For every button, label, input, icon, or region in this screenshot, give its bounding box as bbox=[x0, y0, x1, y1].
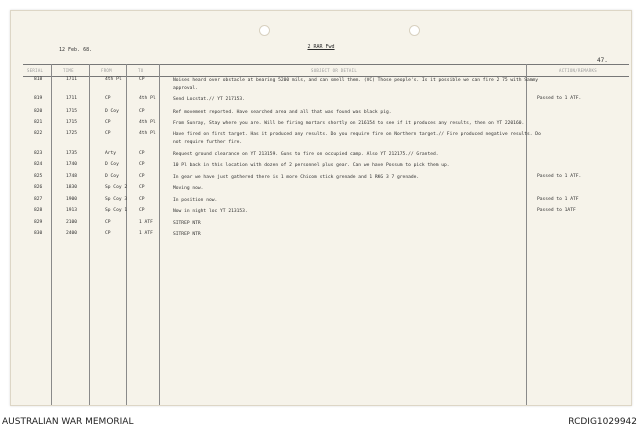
entry-to: CP bbox=[139, 174, 145, 179]
entry-to: CP bbox=[139, 151, 145, 156]
entry-time: 1748 bbox=[66, 174, 78, 179]
entry-detail: Request ground clearance on YT 213159. Guns to fire on occupied camp. Also YT 212175.// Granted. bbox=[173, 152, 439, 157]
entry-time: 1711 bbox=[66, 96, 78, 101]
entry-time: 2400 bbox=[66, 231, 78, 236]
entry-from: Arty bbox=[105, 151, 117, 156]
entry-detail: SITREP NTR bbox=[173, 221, 201, 226]
footer bbox=[0, 414, 640, 432]
column-divider bbox=[51, 64, 52, 405]
column-divider bbox=[89, 64, 90, 405]
punch-hole bbox=[409, 25, 420, 36]
entry-from: 4th Pl bbox=[105, 77, 122, 82]
entry-serial: 819 bbox=[34, 96, 43, 101]
header-top-rule bbox=[23, 64, 629, 65]
entry-time: 1735 bbox=[66, 151, 78, 156]
entry-detail: In position now. bbox=[173, 198, 218, 203]
entry-time: 1725 bbox=[66, 131, 78, 136]
entry-time: 1900 bbox=[66, 197, 78, 202]
document-date: 12 Feb. 68. bbox=[59, 47, 93, 53]
entry-to: CP bbox=[139, 162, 145, 167]
entry-from: CP bbox=[105, 131, 111, 136]
entry-serial: 825 bbox=[34, 174, 43, 179]
entry-detail: From Sunray, Stay where you are. Will be firing mortars shortly on 216154 to see if it produces any results, then on YT 220160. bbox=[173, 121, 525, 126]
entry-detail: Ref movement reported. Have searched area and all that was found was black pig. bbox=[173, 110, 392, 115]
document-page bbox=[10, 10, 632, 406]
entry-detail: Moving now. bbox=[173, 186, 204, 191]
entry-remarks: Passed to 1 ATF. bbox=[537, 174, 582, 179]
entry-to: 4th Pl bbox=[139, 120, 156, 125]
column-divider bbox=[126, 64, 127, 405]
entry-serial: 820 bbox=[34, 109, 43, 114]
entry-remarks: Passed to 1ATF bbox=[537, 208, 576, 213]
entry-time: 1740 bbox=[66, 162, 78, 167]
entry-serial: 830 bbox=[34, 231, 43, 236]
entry-detail: 10 Pl back in this location with dozen of 2 personnel plus gear. Can we have Possum to pick them up. bbox=[173, 163, 450, 168]
entry-detail: SITREP NTR bbox=[173, 232, 201, 237]
entry-to: 4th Pl bbox=[139, 96, 156, 101]
header-action: ACTION/REMARKS bbox=[559, 68, 597, 73]
entry-from: D Coy bbox=[105, 174, 119, 179]
header-subject: SUBJECT OR DETAIL bbox=[311, 68, 358, 73]
entry-serial: 828 bbox=[34, 208, 43, 213]
entry-remarks: Passed to 1 ATF bbox=[537, 197, 579, 202]
entry-serial: 822 bbox=[34, 131, 43, 136]
header-from: FROM bbox=[101, 68, 112, 73]
entry-from: D Coy bbox=[105, 162, 119, 167]
entry-detail: Have fired on first target. Has it produced any results. Do you require fire on Northern target.// Fire produced negative results. Do not require further fire. bbox=[173, 132, 541, 145]
column-divider bbox=[159, 64, 160, 405]
header-serial: SERIAL bbox=[27, 68, 44, 73]
footer-left-text: AUSTRALIAN WAR MEMORIAL bbox=[2, 417, 134, 427]
entry-to: CP bbox=[139, 208, 145, 213]
entry-from: CP bbox=[105, 231, 111, 236]
entry-from: Sp Coy 2 bbox=[105, 185, 128, 190]
entry-to: 1 ATF bbox=[139, 220, 153, 225]
entry-detail: Send Locstat.// YT 217153. bbox=[173, 97, 245, 102]
entry-to: CP bbox=[139, 109, 145, 114]
document-title: 2 RAR Fwd bbox=[307, 44, 335, 50]
entry-time: 1913 bbox=[66, 208, 78, 213]
entry-time: 1711 bbox=[66, 77, 78, 82]
entry-to: CP bbox=[139, 77, 145, 82]
entry-detail: Now in night loc YT 213153. bbox=[173, 209, 248, 214]
entry-to: CP bbox=[139, 197, 145, 202]
entry-from: Sp Coy 1 bbox=[105, 208, 128, 213]
entry-serial: 818 bbox=[34, 77, 43, 82]
punch-hole bbox=[259, 25, 270, 36]
entry-from: CP bbox=[105, 96, 111, 101]
entry-time: 2100 bbox=[66, 220, 78, 225]
entry-detail: Noises heard over obstacle at bearing 5200 mils, and can smell them. (VC) Those people's. Is it possible we can fire 2 75 with Sammy approval. bbox=[173, 78, 539, 91]
entry-time: 1715 bbox=[66, 109, 78, 114]
entry-time: 1715 bbox=[66, 120, 78, 125]
entry-serial: 827 bbox=[34, 197, 43, 202]
entry-time: 1830 bbox=[66, 185, 78, 190]
entry-serial: 829 bbox=[34, 220, 43, 225]
entry-serial: 821 bbox=[34, 120, 43, 125]
footer-right-text: RCDIG1029942 bbox=[568, 417, 637, 427]
entry-from: Sp Coy 3 bbox=[105, 197, 128, 202]
header-time: TIME bbox=[63, 68, 74, 73]
entry-serial: 826 bbox=[34, 185, 43, 190]
header-to: TO bbox=[138, 68, 144, 73]
entry-from: CP bbox=[105, 120, 111, 125]
entry-serial: 823 bbox=[34, 151, 43, 156]
entry-to: 4th Pl bbox=[139, 131, 156, 136]
entry-to: 1 ATF bbox=[139, 231, 153, 236]
entry-detail: In gear we have just gathered there is 1 more Chicom stick grenade and 1 RKG 3 7 grenade. bbox=[173, 175, 420, 180]
entry-serial: 824 bbox=[34, 162, 43, 167]
entry-to: CP bbox=[139, 185, 145, 190]
entry-from: D Coy bbox=[105, 109, 119, 114]
entry-remarks: Passed to 1 ATF. bbox=[537, 96, 582, 101]
page-number: 47. bbox=[597, 57, 608, 64]
entry-from: CP bbox=[105, 220, 111, 225]
